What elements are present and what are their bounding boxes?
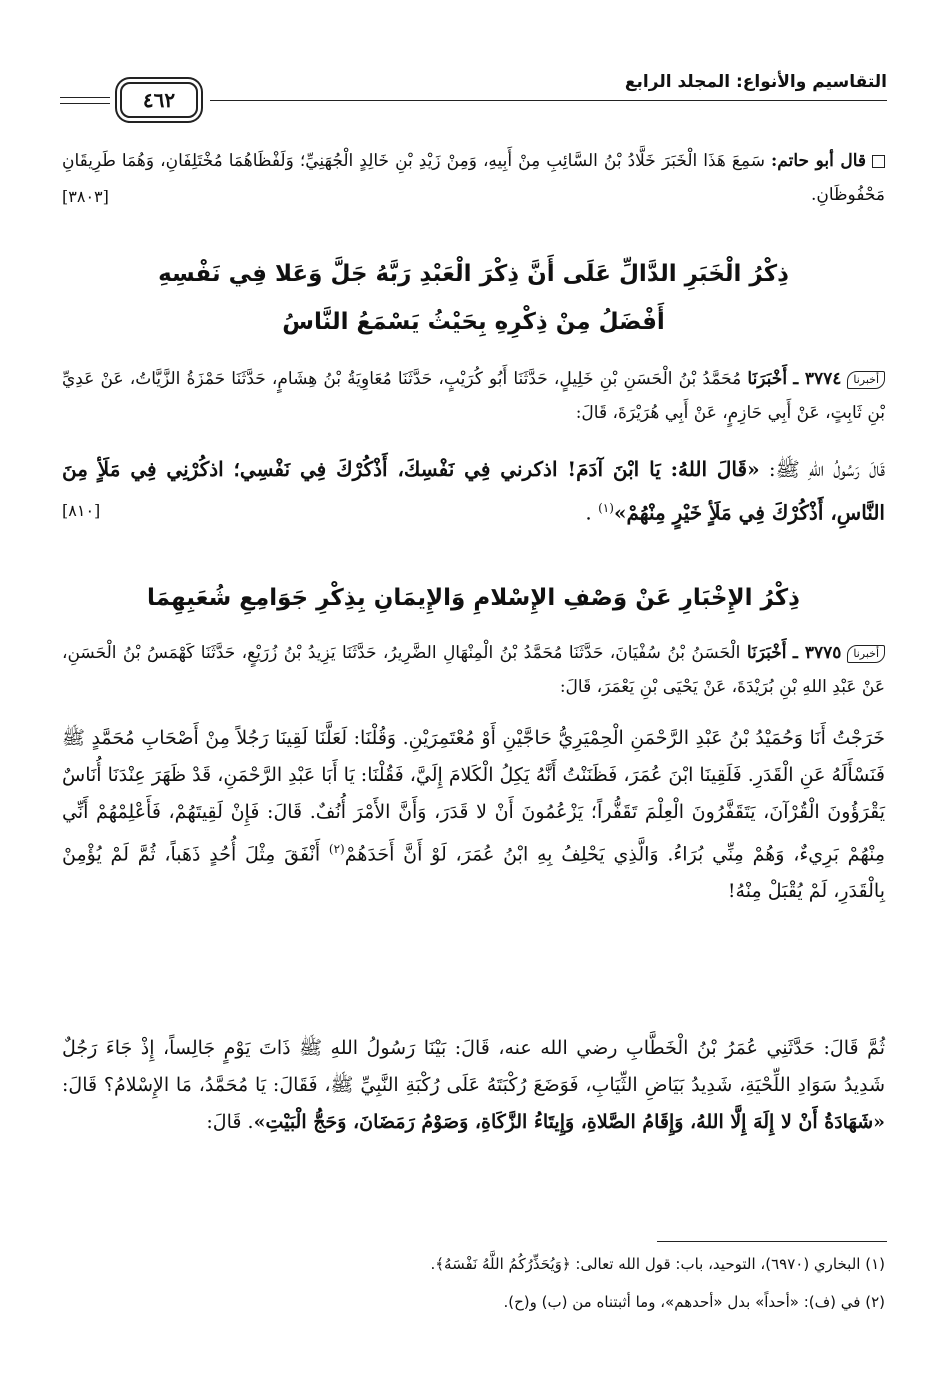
footnote-rule (657, 1241, 887, 1242)
matn-text: «قَالَ اللهُ: يَا ابْنَ آدَمَ! اذكرني فِي نَفْسِكَ، أَذْكُرْكَ فِي نَفْسِي؛ اذكُرْنِي فِي مَلَأٍ مِنَ النَّاسِ، أَذْكُرْكَ فِي مَلَأٍ خَيْرٍ مِنْهُمْ» (62, 457, 885, 525)
footnote-1-mark: (١) (865, 1255, 885, 1273)
akhbarana-badge-icon: أخبرنا (847, 371, 885, 389)
para-2-quote: «شَهَادَةُ أَنْ لا إِلَهَ إِلَّا اللهُ، وَإِقَامُ الصَّلاةِ، وَإِيتَاءُ الزَّكَاةِ، وَصَوْمُ رَمَضَانَ، وَحَجُّ الْبَيْتِ» (253, 1111, 885, 1133)
intro-paragraph (62, 144, 885, 214)
page-header (60, 70, 887, 128)
intro-text: سَمِعَ هَذَا الْخَبَرَ خَلَّادُ بْنُ السَّائِبِ مِنْ أَبِيهِ، وَمِنْ زَيْدِ بْنِ خَالِدٍ الْجُهَنِيِّ؛ وَلَفْظَاهُمَا مُخْتَلِفَانِ، وَهُمَا طَرِيقَانِ مَحْفُوظَانِ. (62, 151, 885, 205)
hadith-3774-matn: قَالَ رَسُولُ اللهِ ﷺ: «قَالَ اللهُ: يَا ابْنَ آدَمَ! اذكرني فِي نَفْسِكَ، أَذْكُرْكَ فِي نَفْسِي؛ اذكُرْنِي فِي مَلَأٍ مِنَ النَّاسِ، أَذْكُرْكَ فِي مَلَأٍ خَيْرٍ مِنْهُمْ»$^{(١)}$ . [٨١٠] (62, 450, 885, 533)
footnote-mark-1: (١) (598, 501, 614, 515)
footnote-mark-2: (٢) (328, 842, 345, 856)
isnad-text: مُحَمَّدُ بْنُ الْحَسَنِ بْنِ خَلِيلٍ، حَدَّثَنَا أَبُو كُرَيْبٍ، حَدَّثَنَا مُعَاوِيَةُ بْنُ هِشَامٍ، حَدَّثَنَا حَمْزَةُ الزَّيَّاتُ، عَنْ عَدِيِّ بْنِ ثَابِتٍ، عَنْ أَبِي حَازِمٍ، عَنْ أَبِي هُرَيْرَةَ، قَالَ: (62, 369, 885, 423)
square-marker-icon (872, 155, 885, 168)
hadith-3775-paragraph-1 (62, 720, 885, 910)
chapter-heading-2 (60, 574, 887, 622)
para-2-tail: . قَالَ: (206, 1111, 254, 1133)
hadith-3774-isnad (62, 362, 885, 430)
footnote-2-text: في (ف): «أحداً» بدل «أحدهم»، وما أثبتناه من (ب) و(ح). (503, 1293, 861, 1311)
intro-speaker: قال أبو حاتم: (771, 151, 867, 171)
hadith-number: ٣٧٧٤ ـ (793, 369, 842, 389)
para-1-text: خَرَجْتُ أَنَا وَحُمَيْدُ بْنُ عَبْدِ الرَّحْمَنِ الْحِمْيَرِيُّ حَاجَّيْنِ أَوْ مُعْتَمِرَيْنِ. وَقُلْنَا: لَعَلَّنَا لَقِينَا رَجُلاً مِنْ أَصْحَابِ مُحَمَّدٍ ﷺ فَنَسْأَلَهُ عَنِ الْقَدَرِ. فَلَقِينَا ابْنَ عُمَرَ، فَظَنَنْتُ أَنَّهُ يَكِلُ الْكَلامَ إِلَيَّ، فَقُلْنَا: يَا أَبَا عَبْدِ الرَّحْمَنِ، قَدْ ظَهَرَ عِنْدَنَا أُنَاسٌ يَقْرَؤُونَ الْقُرْآنَ، يَتَقَفَّرُونَ الْعِلْمَ تَقَفُّراً؛ يَزْعُمُونَ أَنْ لا قَدَرَ، وَأَنَّ الأَمْرَ أُنُفٌ. قَالَ: فَإِنْ لَقِيتَهُمْ، فَأَعْلِمْهُمْ أَنِّي مِنْهُمْ بَرِيءٌ، وَهُمْ مِنِّي بُرَاءُ. وَالَّذِي يَحْلِفُ بِهِ ابْنُ عُمَرَ، لَوْ أَنَّ أَحَدَهُمْ (62, 727, 885, 866)
footnote-1-text: البخاري (٦٩٧٠)، التوحيد، باب: قول الله تعالى: ﴿وَيُحَذِّرُكُمُ اللَّهُ نَفْسَهُ﴾. (430, 1255, 861, 1273)
heading-2-line-1: ذِكْرُ الإِخْبَارِ عَنْ وَصْفِ الإِسْلامِ وَالإِيمَانِ بِذِكْرِ جَوَامِعِ شُعَبِهِمَا (147, 585, 800, 611)
running-title: التقاسيم والأنواع: المجلد الرابع (624, 72, 887, 92)
para-1-tail: أَنْفَقَ مِثْلَ أُحُدٍ ذَهَباً، ثُمَّ لَمْ يُؤْمِنْ بِالْقَدَرِ، لَمْ يُقْبَلْ مِنْهُ! (62, 843, 885, 903)
isnad-lead: أَخْبَرَنَا (746, 643, 787, 663)
footnote-2 (62, 1288, 885, 1316)
isnad-lead: أَخْبَرَنَا (747, 369, 788, 389)
heading-1-line-1: ذِكْرُ الْخَبَرِ الدَّالِّ عَلَى أَنَّ ذِكْرَ الْعَبْدِ رَبَّهُ جَلَّ وَعَلا فِي نَفْسِهِ (158, 261, 789, 287)
intro-ref: [٣٨٠٣] (62, 187, 109, 206)
chapter-heading-1 (60, 250, 887, 346)
akhbarana-badge-icon: أخبرنا (847, 645, 885, 663)
header-rule (210, 100, 887, 101)
hadith-3775-paragraph-2 (62, 1030, 885, 1141)
page-number: ٤٦٢ (120, 82, 198, 118)
header-rule-left-1 (60, 97, 110, 98)
hadith-3775-isnad (62, 636, 885, 704)
isnad-text: الْحَسَنُ بْنُ سُفْيَانَ، حَدَّثَنَا مُحَمَّدُ بْنُ الْمِنْهَالِ الضَّرِيرُ، حَدَّثَنَا يَزِيدُ بْنُ زُرَيْعٍ، حَدَّثَنَا كَهْمَسُ بْنُ الْحَسَنِ، عَنْ عَبْدِ اللهِ بْنِ بُرَيْدَةَ، عَنْ يَحْيَى بْنِ يَعْمَرَ، قَالَ: (62, 643, 885, 697)
hadith-3774-ref: [٨١٠] (62, 501, 101, 520)
header-rule-left-2 (60, 103, 110, 104)
heading-1-line-2: أَفْضَلُ مِنْ ذِكْرِهِ بِحَيْثُ يَسْمَعُ النَّاسُ (282, 309, 665, 335)
hadith-number: ٣٧٧٥ ـ (792, 643, 842, 663)
footnote-2-mark: (٢) (865, 1293, 885, 1311)
matn-lead: قَالَ رَسُولُ اللهِ ﷺ: (768, 457, 886, 481)
para-2-text: ثُمَّ قَالَ: حَدَّثَنِي عُمَرُ بْنُ الْخَطَّابِ رضي الله عنه، قَالَ: بَيْنَا رَسُولُ اللهِ ﷺ ذَاتَ يَوْمٍ جَالِساً، إِذْ جَاءَ رَجُلٌ شَدِيدُ سَوَادِ اللِّحْيَةِ، شَدِيدُ بَيَاضِ الثِّيَابِ، فَوَضَعَ رُكْبَتَهُ عَلَى رُكْبَةِ النَّبِيِّ ﷺ، فَقَالَ: يَا مُحَمَّدُ، مَا الإِسْلامُ؟ قَالَ: (62, 1037, 885, 1096)
footnote-1 (62, 1250, 885, 1278)
